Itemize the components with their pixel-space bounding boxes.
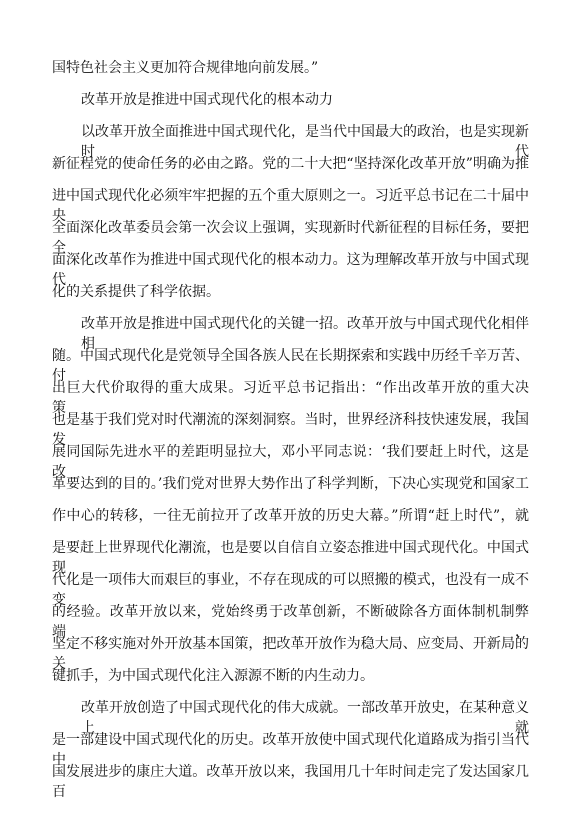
text-line: 以改革开放全面推进中国式现代化，是当代中国最大的政治，也是实现新时代 <box>81 124 529 160</box>
text-line: 展同国际先进水平的差距明显拉大，邓小平同志说：‘我们要赶上时代，这是改 <box>52 444 529 480</box>
text-line: 化的关系提供了科学依据。 <box>52 284 220 300</box>
text-line: 作中心的转移，一往无前拉开了改革开放的历史大幕。”所谓“赶上时代”，就 <box>52 508 529 524</box>
text-line: 随。中国式现代化是党领导全国各族人民在长期探索和实践中历经千辛万苦、付 <box>52 348 529 384</box>
text-line: 国发展进步的康庄大道。改革开放以来，我国用几十年时间走完了发达国家几百 <box>52 764 529 800</box>
text-line: 坚定不移实施对外开放基本国策，把改革开放作为稳大局、应变局、开新局的关 <box>52 636 529 672</box>
text-line: 新征程党的使命任务的必由之路。党的二十大把“坚持深化改革开放”明确为推 <box>52 156 529 172</box>
text-line: 是一部建设中国式现代化的历史。改革开放使中国式现代化道路成为指引当代中 <box>52 732 529 768</box>
text-line: 全面深化改革委员会第一次会议上强调，实现新时代新征程的目标任务，要把全 <box>52 220 529 256</box>
text-line: 改革开放创造了中国式现代化的伟大成就。一部改革开放史，在某种意义上就 <box>81 700 529 736</box>
text-line: 改革开放是推进中国式现代化的关键一招。改革开放与中国式现代化相伴相 <box>81 316 529 352</box>
text-line: 进中国式现代化必须牢牢把握的五个重大原则之一。习近平总书记在二十届中央 <box>52 188 529 224</box>
text-line: 出巨大代价取得的重大成果。习近平总书记指出：“作出改革开放的重大决策， <box>52 380 529 416</box>
text-line: 的经验。改革开放以来，党始终勇于改革创新，不断破除各方面体制机制弊端， <box>52 604 529 640</box>
text-line: 也是基于我们党对时代潮流的深刻洞察。当时，世界经济科技快速发展，我国发 <box>52 412 529 448</box>
text-line: 国特色社会主义更加符合规律地向前发展。” <box>52 60 319 76</box>
section-heading: 改革开放是推进中国式现代化的根本动力 <box>81 92 333 108</box>
text-line: 是要赶上世界现代化潮流，也是要以自信自立姿态推进中国式现代化。中国式现 <box>52 540 529 576</box>
text-line: 键抓手，为中国式现代化注入源源不断的内生动力。 <box>52 668 374 684</box>
text-line: 革要达到的目的。’我们党对世界大势作出了科学判断，下决心实现党和国家工 <box>52 476 529 492</box>
text-line: 面深化改革作为推进中国式现代化的根本动力。这为理解改革开放与中国式现代 <box>52 252 529 288</box>
text-line: 代化是一项伟大而艰巨的事业，不存在现成的可以照搬的模式，也没有一成不变 <box>52 572 529 608</box>
